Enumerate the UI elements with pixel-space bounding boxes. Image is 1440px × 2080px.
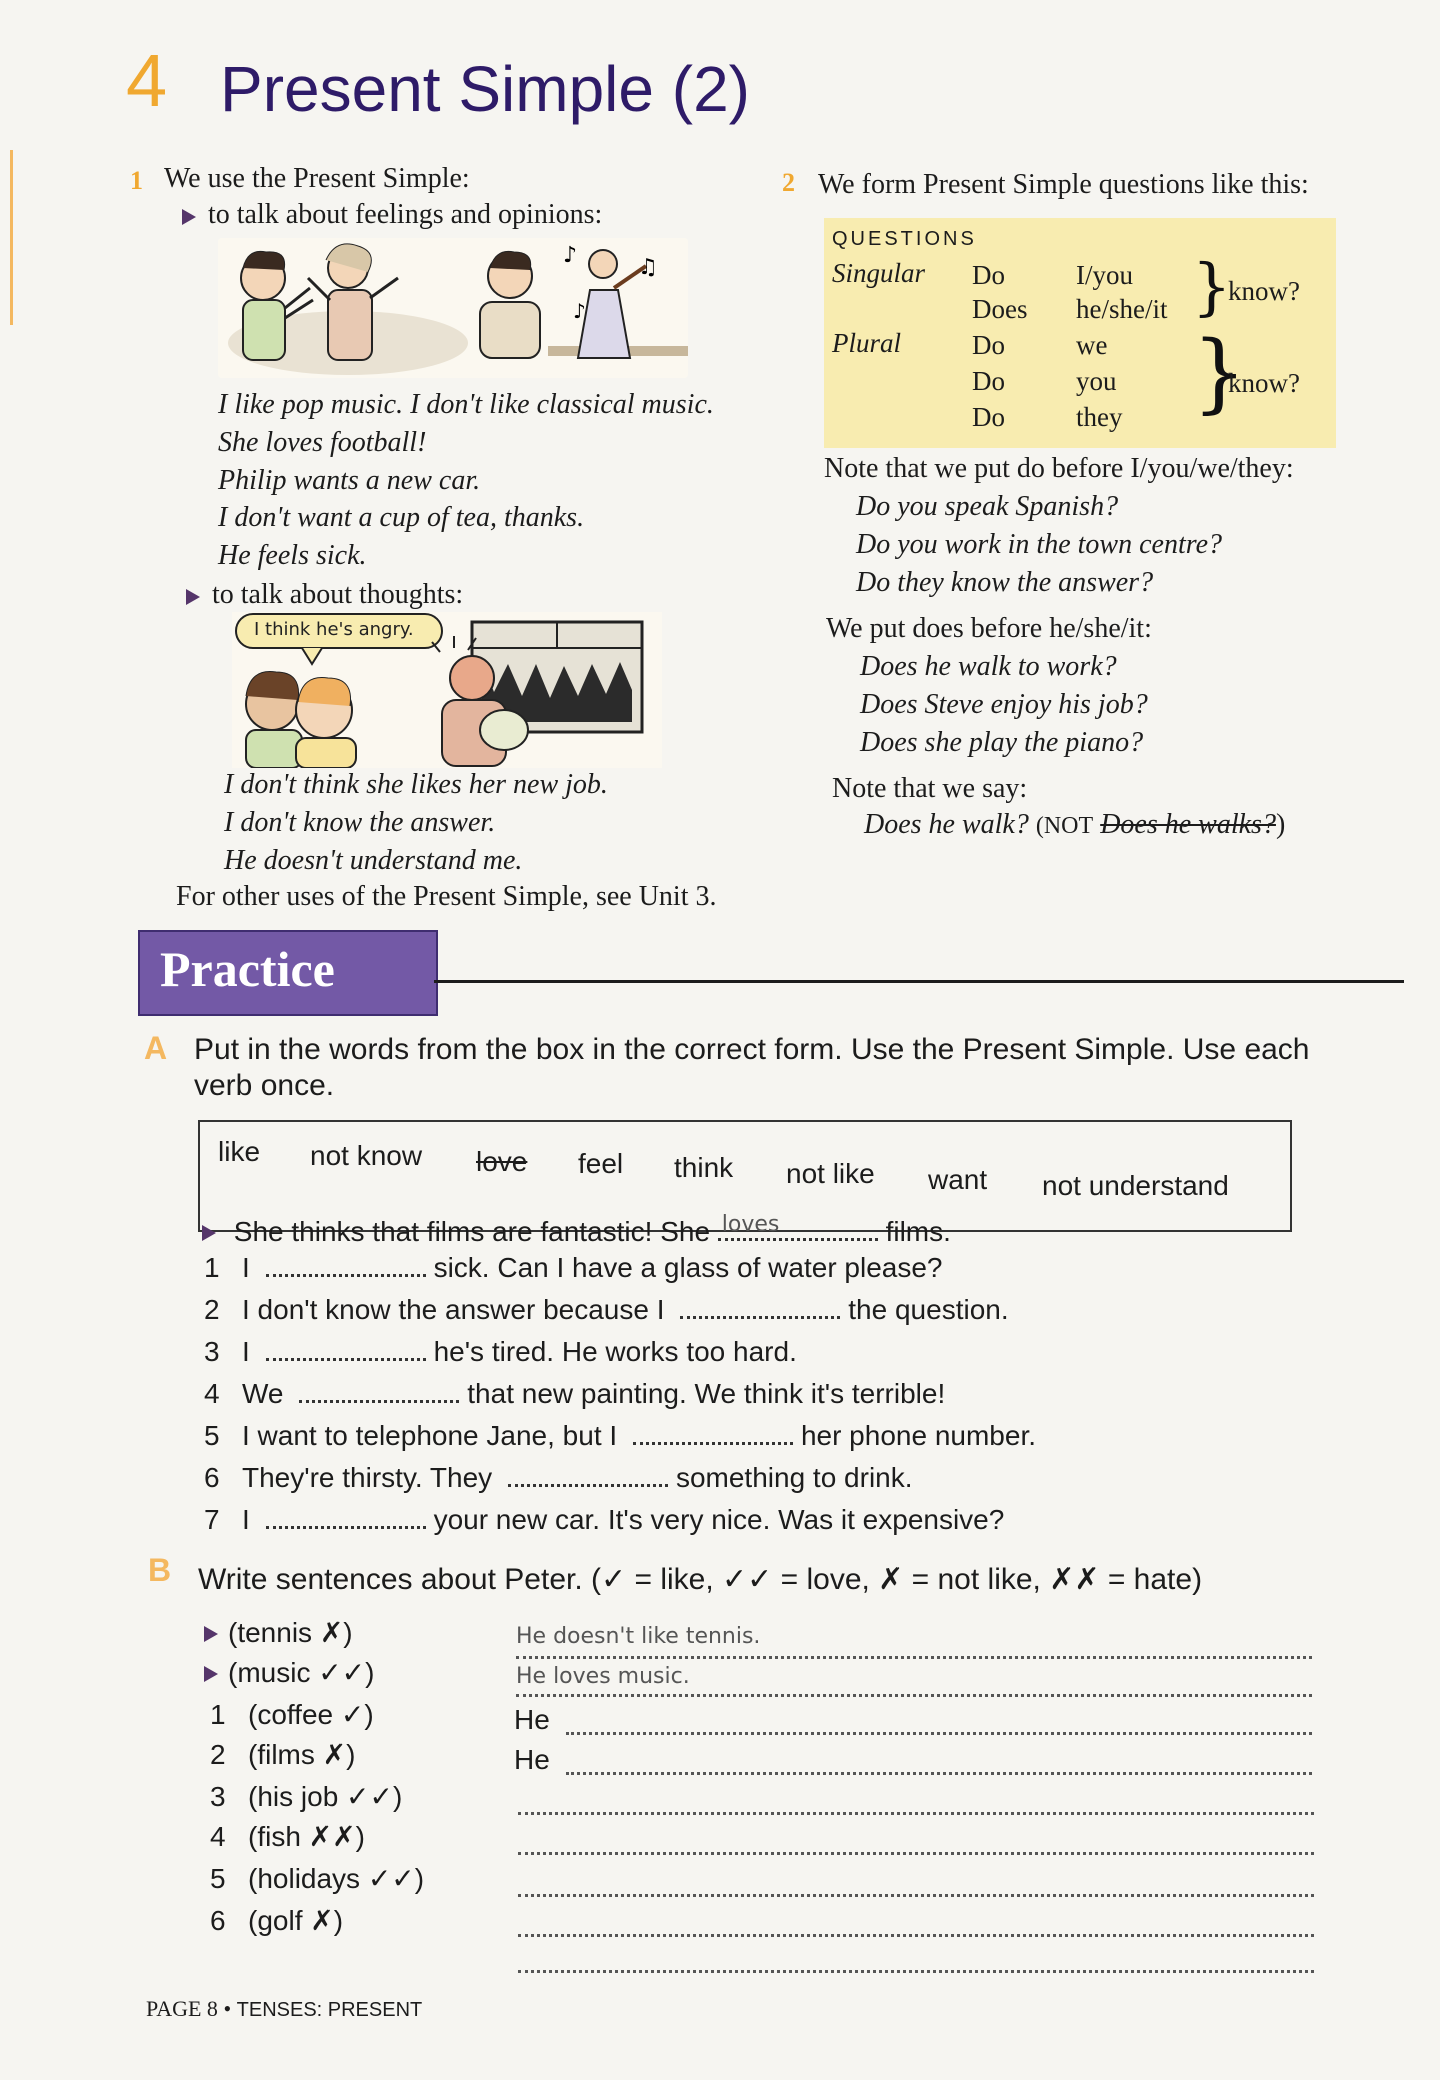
svg-text:♪: ♪	[563, 243, 578, 268]
word-box-item: feel	[578, 1148, 624, 1179]
practice-label: Practice	[160, 941, 335, 997]
example-arrow-icon	[204, 1666, 218, 1682]
table-heading: QUESTIONS	[832, 228, 977, 250]
word-box-item-used: love	[476, 1146, 528, 1177]
exercise-b-item-5: 5 (holidays ✓✓)	[210, 1863, 425, 1894]
feelings-bullet: to talk about feelings and opinions:	[182, 198, 602, 232]
section-2-intro: We form Present Simple questions like this:	[818, 169, 1309, 200]
exercise-b-item-4: 4 (fish ✗✗)	[210, 1821, 365, 1852]
example-sentence: Philip wants a new car.	[218, 464, 481, 496]
exercise-b-example-2: (music ✓✓)	[204, 1656, 374, 1689]
exercise-a-item-6: 6 They're thirsty. They something to drink.	[204, 1462, 913, 1493]
example-question: Do you speak Spanish?	[856, 491, 1119, 522]
feelings-illustration	[218, 238, 688, 378]
note-does: We put does before he/she/it:	[826, 613, 1152, 644]
answer-blank[interactable]	[680, 1312, 840, 1319]
note-do-examples	[856, 488, 1222, 601]
example-question: Do they know the answer?	[856, 566, 1154, 598]
section-2-number: 2	[782, 168, 795, 197]
exercise-a-letter: A	[144, 1030, 168, 1066]
exercise-a-item-2: 2 I don't know the answer because I the question.	[204, 1294, 1009, 1325]
answer-line[interactable]	[566, 1730, 1312, 1735]
aux-cell: Do	[972, 366, 1005, 396]
answer-blank[interactable]	[299, 1396, 459, 1403]
subject-cell: they	[1076, 402, 1123, 432]
example-arrow-icon	[204, 1626, 218, 1642]
exercise-a-item-1: 1 I sick. Can I have a glass of water please?	[204, 1252, 943, 1283]
feelings-examples	[218, 386, 714, 575]
thoughts-illustration	[232, 612, 662, 768]
exercise-a-item-7: 7 I your new car. It's very nice. Was it expensive?	[204, 1504, 1005, 1535]
questions-table	[824, 218, 1336, 448]
word-box-item: not understand	[1042, 1170, 1229, 1201]
exercise-a-item-5: 5 I want to telephone Jane, but I her phone number.	[204, 1420, 1036, 1451]
brace-icon: }	[1192, 323, 1247, 423]
exercise-a-example: She thinks that films are fantastic! She loves films.	[202, 1212, 951, 1248]
bullet-arrow-icon	[182, 209, 196, 225]
speech-bubble-text: I think he's angry.	[254, 619, 414, 640]
unit-number: 4	[126, 39, 168, 122]
exercise-b-item-6: 6 (golf ✗)	[210, 1905, 344, 1936]
exercise-a-instruction: Put in the words from the box in the correct form. Use the Present Simple. Use each verb once.	[194, 1033, 1310, 1102]
section-1-intro: We use the Present Simple:	[164, 163, 470, 194]
answer-blank[interactable]	[508, 1480, 668, 1487]
example-arrow-icon	[202, 1225, 216, 1241]
sentence-starter: He	[514, 1744, 550, 1775]
note-say-example: Does he walk? (NOT Does he walks?)	[864, 809, 1286, 840]
brace-icon: }	[1192, 250, 1232, 323]
subject-cell: we	[1076, 330, 1108, 360]
example-answer: He doesn't like tennis.	[516, 1624, 761, 1649]
other-uses-note: For other uses of the Present Simple, see Unit 3.	[176, 881, 717, 912]
example-question: Does he walk to work?	[860, 651, 1117, 682]
exercise-a-item-3: 3 I he's tired. He works too hard.	[204, 1336, 797, 1367]
word-box-item: want	[928, 1164, 988, 1195]
divider	[434, 980, 1404, 983]
exercise-b-item-3: 3 (his job ✓✓)	[210, 1781, 403, 1812]
aux-cell: Do	[972, 330, 1005, 360]
word-box-item: like	[218, 1136, 261, 1167]
page-footer: PAGE 8 • TENSES: PRESENT	[146, 1996, 423, 2021]
subject-cell: he/she/it	[1076, 294, 1168, 324]
exercise-b-letter: B	[148, 1552, 172, 1588]
section-name: TENSES: PRESENT	[236, 1999, 423, 2021]
word-box-item: not know	[310, 1140, 423, 1171]
example-question: Does Steve enjoy his job?	[860, 688, 1148, 720]
subject-cell: I/you	[1076, 260, 1133, 290]
example-sentence: I like pop music. I don't like classical music.	[218, 389, 714, 420]
svg-text:♫: ♫	[638, 255, 658, 280]
exercise-b-item-2: 2 (films ✗)	[210, 1739, 356, 1770]
section-1-number: 1	[130, 166, 143, 195]
exercise-b-item-1: 1 (coffee ✓)	[210, 1699, 374, 1730]
note-does-examples	[860, 648, 1148, 761]
note-say: Note that we say:	[832, 773, 1028, 804]
example-sentence: I don't know the answer.	[224, 806, 496, 838]
thoughts-bullet: to talk about thoughts:	[186, 578, 463, 612]
answer-blank[interactable]	[266, 1270, 426, 1277]
singular-label: Singular	[832, 258, 926, 288]
plural-label: Plural	[832, 328, 902, 358]
answer-line[interactable]	[518, 1810, 1314, 1815]
sentence-starter: He	[514, 1704, 550, 1735]
answer-line[interactable]	[518, 1892, 1314, 1897]
aux-cell: Does	[972, 294, 1028, 324]
answer-blank[interactable]	[633, 1438, 793, 1445]
page-title: Present Simple (2)	[220, 53, 750, 125]
answer-line[interactable]	[516, 1654, 1312, 1659]
subject-cell: you	[1076, 366, 1117, 396]
thoughts-examples	[224, 766, 608, 879]
example-sentence: She loves football!	[218, 426, 427, 458]
exercise-b-instruction: Write sentences about Peter. (✓ = like, ✓✓ = love, ✗ = not like, ✗✗ = hate)	[198, 1563, 1203, 1596]
example-sentence: I don't think she likes her new job.	[224, 769, 608, 800]
answer-blank[interactable]	[266, 1354, 426, 1361]
note-do: Note that we put do before I/you/we/they:	[824, 453, 1294, 484]
answer-blank[interactable]	[266, 1522, 426, 1529]
word-box-item: not like	[786, 1158, 875, 1189]
answer-line[interactable]	[516, 1692, 1312, 1697]
example-sentence: He feels sick.	[218, 540, 367, 572]
example-question: Does she play the piano?	[860, 726, 1144, 758]
example-sentence: He doesn't understand me.	[224, 844, 523, 876]
margin-marker	[10, 150, 13, 325]
answer-line[interactable]	[566, 1770, 1312, 1775]
word-box-item: think	[674, 1152, 734, 1183]
page-number: PAGE 8	[146, 1996, 218, 2021]
example-question: Do you work in the town centre?	[856, 528, 1223, 560]
aux-cell: Do	[972, 260, 1005, 290]
exercise-a-item-4: 4 We that new painting. We think it's terrible!	[204, 1378, 946, 1409]
bullet-arrow-icon	[186, 589, 200, 605]
answer-line[interactable]	[518, 1968, 1314, 1973]
aux-cell: Do	[972, 402, 1005, 432]
exercise-b-example-1: (tennis ✗)	[204, 1616, 353, 1649]
verb-cell: know?	[1228, 368, 1300, 398]
svg-text:♪: ♪	[573, 299, 586, 323]
example-answer: He loves music.	[516, 1664, 690, 1689]
example-sentence: I don't want a cup of tea, thanks.	[218, 502, 585, 534]
example-answer: loves	[721, 1212, 780, 1237]
answer-line[interactable]	[518, 1932, 1314, 1937]
verb-cell: know?	[1228, 276, 1300, 306]
answer-line[interactable]	[518, 1850, 1314, 1855]
